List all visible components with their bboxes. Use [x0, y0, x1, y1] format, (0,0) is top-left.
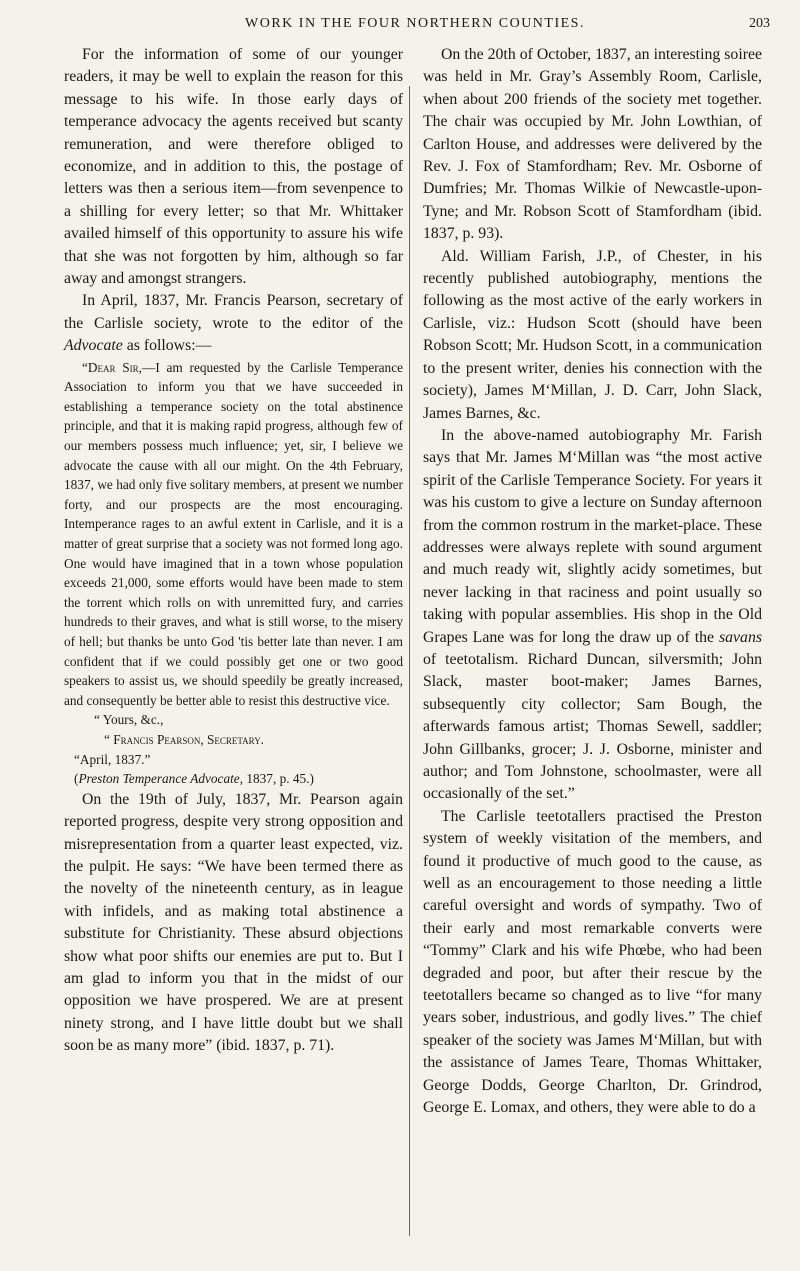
left-column [64, 44, 403, 1058]
mcmillan-text-b: of teetotalism. Richard Duncan, silversmith; John Slack, master boot-maker; James Barnes, subsequently city collector; Sam Bough, the afterwards famous artist; Thomas Sewell, saddler; John Gillbanks, grocer; J. J. Osborne, minister and author; and Tom Johnstone, schoolmaster, were all occasionally of the set.” [423, 650, 762, 803]
advocate-title: Advocate [64, 337, 123, 355]
source-title: Preston Temperance Advocate [78, 771, 240, 787]
letter-date: “April, 1837.” [74, 751, 151, 767]
paragraph-soiree: On the 20th of October, 1837, an interesting soiree was held in Mr. Gray’s Assembly Room, Carlisle, when about 200 friends of the society met together. The chair was occupied by Mr. John Lowthian, of Carlton House, and addresses were delivered by the Rev. J. Fox of Stamfordham; Rev. Mr. Osborne of Dumfries; Mr. Thomas Wilkie of Newcastle-upon-Tyne; and Mr. Robson Scott of Stamfordham (ibid. 1837, p. 93). [423, 46, 762, 243]
source-detail: , 1837, p. 45.) [239, 771, 314, 787]
letter-salutation: Dear Sir, [87, 359, 143, 375]
column-divider [409, 86, 410, 1236]
intro-text: In April, 1837, Mr. Francis Pearson, secretary of the Carlisle society, wrote to the editor of the [64, 292, 403, 332]
savans-word: savans [718, 628, 762, 646]
letter-body: “Dear Sir,—I am requested by the Carlisle Temperance Association to inform you that we have succeeded in establishing a temperance society on the total abstinence principle, and that it is making rapid progress, although few of our members possess much influence; yet, sir, I believe we advocate the cause with all our might. On the 4th February, 1837, we had only five solitary members, at present we number forty, and our prospects are the most encouraging. Intemperance rages to an awful extent in Carlisle, and it is a matter of great surprise that a society was not formed long ago. One would have imagined that in a town whose population exceeds 21,000, some efforts would have been made to stem the torrent which rolls on with unremitted fury, and carries hundreds to their graves, and what is still worse, to the misery of hell; but thanks be unto God 'tis better late than never. I am confident that if we could possibly get one or two good speakers to assist us, we should speedily be greatly increased, and consequently be better able to resist this destructive vice. [64, 359, 403, 708]
signature-name: Francis Pearson, Secretary. [113, 731, 265, 747]
letter-text: —I am requested by the Carlisle Temperance Association to inform you that we have succeeded in establishing a temperance society on the total abstinence principle, and that it is making rapid progress, although few of our members possess much influence; yet, sir, I believe we advocate the cause with all our might. On the 4th February, 1837, we had only five solitary members, at present we number forty, and our prospects are the most encouraging. Intemperance rages to an awful extent in Carlisle, and it is a matter of great surprise that a society was not formed long ago. One would have imagined that in a town whose population exceeds 21,000, some efforts would have been made to stem the torrent which rolls on with unremitted fury, and carries hundreds to their graves, and what is still worse, to the misery of hell; but thanks be unto God 'tis better late than never. I am confident that if we could possibly get one or two good speakers to assist us, we should speedily be greatly increased, and consequently be better able to resist this destructive vice. [64, 359, 403, 708]
page-header [60, 12, 770, 38]
paragraph-visitation: The Carlisle teetotallers practised the Preston system of weekly visitation of the members, and found it productive of much good to the cause, as well as an encouragement to those needing a little careful oversight and words of sympathy. Two of their early and most remarkable converts were “Tommy” Clark and his wife Phœbe, who had been degraded and poor, but after their rescue by the teetotallers became so changed as to live “for many years sober, industrious, and godly lives.” The chief speaker of the society was James M‘Millan, but with the assistance of James Teare, Thomas Whittaker, George Dodds, George Charlton, Dr. Grindrod, George E. Lomax, and others, they were able to do a [423, 807, 762, 1117]
paragraph-farish: Ald. William Farish, J.P., of Chester, in his recently published autobiography, mentions the following as the most active of the early workers in Carlisle, viz.: Hudson Scott (should have been Robson Scott; Mr. Hudson Scott, in a communication to the present writer, denies his connection with the society), James M‘Millan, J. D. Carr, John Slack, James Barnes, &c. [423, 247, 762, 422]
right-column [423, 44, 762, 1120]
page-number: 203 [749, 16, 770, 31]
letter-signature: “ Francis Pearson, Secretary. [104, 731, 265, 747]
paragraph-pearson-intro [64, 290, 403, 357]
running-title: WORK IN THE FOUR NORTHERN COUNTIES. [245, 16, 585, 31]
paragraph-postage: For the information of some of our younger readers, it may be well to explain the reason for this message to his wife. In those early days of temperance advocacy the agents received but scanty remuneration, and were therefore obliged to economize, and in addition to this, the postage of letters was then a serious item—from sevenpence to a shilling for every letter; so that Mr. Whittaker availed himself of this opportunity to assure his wife that she was not forgotten by him, although so far away and amongst strangers. [64, 46, 403, 288]
letter-source: (Preston Temperance Advocate, 1837, p. 45.) [74, 771, 314, 787]
mcmillan-text-a: In the above-named autobiography Mr. Farish says that Mr. James M‘Millan was “the most active spirit of the Carlisle Temperance Society. For years it was his custom to give a lecture on Sunday afternoon from the common rostrum in the market-place. These addresses were always replete with sound argument and much ready wit, slightly acidy sometimes, but never lacking in that raciness and point usually so taking with popular assemblies. His shop in the Old Grapes Lane was for long the draw up of the [423, 426, 762, 646]
letter-closing: “ Yours, &c., [94, 712, 164, 728]
paragraph-july-report: On the 19th of July, 1837, Mr. Pearson again reported progress, despite very strong opposition and misrepresentation from a quarter least expected, viz. the pulpit. He says: “We have been termed there as the novelty of the nineteenth century, as in league with infidels, and as making total abstinence a substitute for Christianity. These absurd objections show what poor shifts our enemies are put to. But I am glad to inform you that in the midst of our opposition we have prospered. We are at present ninety strong, and I have little doubt but we shall soon be as many more” (ibid. 1837, p. 71). [64, 790, 403, 1055]
intro-text-end: as follows:— [126, 337, 212, 355]
paragraph-mcmillan [423, 425, 762, 806]
